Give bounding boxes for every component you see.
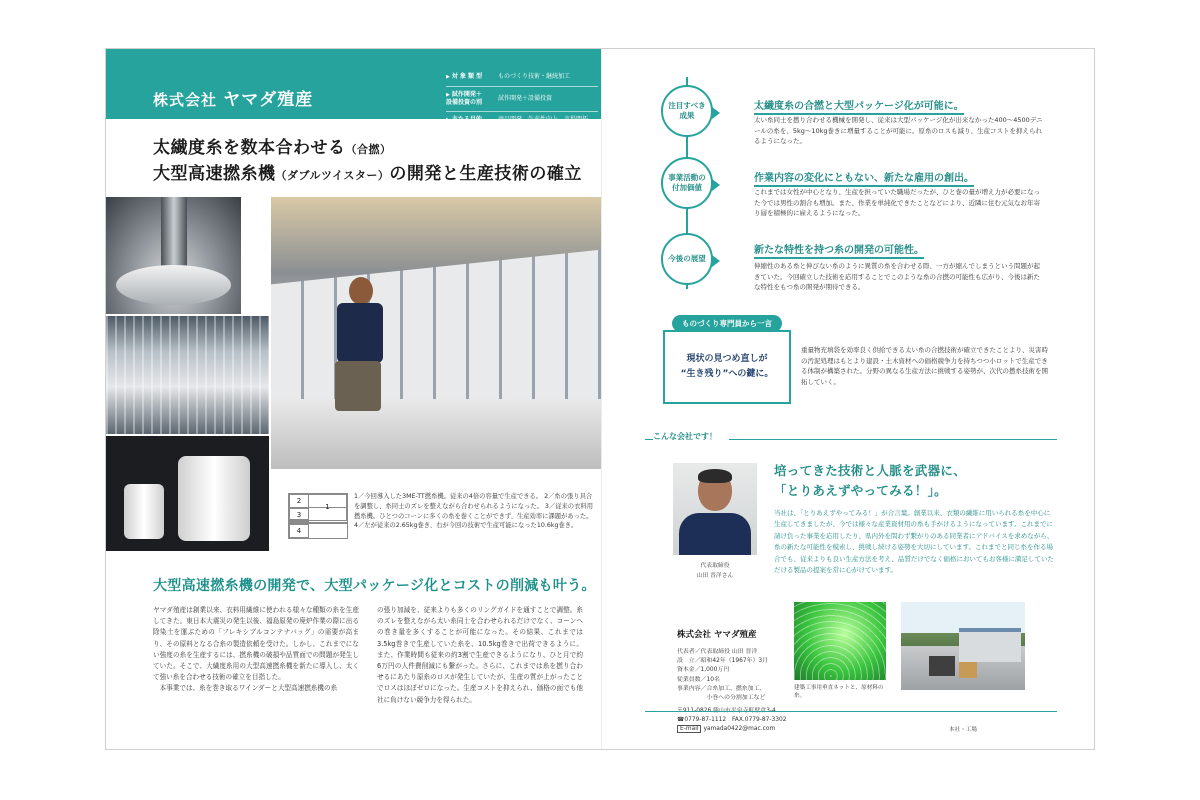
profile-email	[677, 725, 792, 734]
spindle-shaft	[161, 197, 187, 267]
point-text-outlook: 伸縮性のある糸と伸びない糸のように異質の糸を合わせる際、一方が縮んでしまうという問題が起きていた。今回確立した技術を応用することでこのような糸の合撚の可能性も広がり、今後は新たな特性をもつ糸の開発が期待できる。	[754, 262, 1040, 292]
green-net-caption: 建築工事用垂直ネットと、原材料の糸。	[794, 685, 884, 699]
motto-line-1: 培ってきた技術と人脈を武器に、	[774, 463, 967, 478]
headquarters-caption: 本社・工場	[949, 727, 977, 733]
profile-phone: ☎0779-87-1112 FAX.0779-87-3302	[677, 717, 787, 724]
article-title-line1: 太繊度糸を数本合わせる（合撚）	[153, 138, 392, 158]
forklift	[929, 656, 955, 676]
photo-number-grid: 2 1 3 4	[288, 493, 348, 539]
point-title-added-value: 作業内容の変化にともない、新たな雇用の創出。	[754, 169, 974, 187]
point-title-results: 太繊度糸の合撚と大型パッケージ化が可能に。	[754, 97, 964, 115]
email-label: E-mail	[677, 725, 701, 733]
meta-divider	[446, 111, 598, 112]
spindle-drum	[116, 265, 231, 305]
badge-outlook: 今後の展望	[661, 233, 713, 285]
profile-line: 小巻への分割加工など	[677, 694, 766, 701]
photo-caption: 1／今回導入した3ME-TT撚糸機。従来の4倍の容量で生産できる。 2／糸の張り具合を調整し、糸同士のズレを整えながら合わせられるようになった。 3／従来の衣料用撚糸機。ひとつのコーンに多くの糸を巻くことができず、生産効率に課題があった。 4／左が従来の2.65kg巻き、右が今回の技術で生産可能になった10.6kg巻き。	[354, 493, 593, 530]
motto-line-2: 「とりあえずやってみる！」。	[774, 483, 947, 498]
meta-divider	[446, 86, 598, 87]
project-meta	[446, 73, 598, 129]
profile-line: 代表者／代表取締役 山田 晋洋	[677, 649, 758, 656]
bottom-rule	[645, 711, 1057, 712]
right-page	[601, 49, 1096, 749]
company-title	[153, 85, 313, 110]
worker-figure	[331, 277, 386, 417]
green-net-photo	[794, 602, 886, 680]
body-column-2: の張り加減を、従来よりも多くのリングガイドを通すことで調整。糸のズレを整えながら太い糸同士を合わせられるだけでなく、コーンへの巻き量を多くすることが可能になった。その結果、これまでは3.5kg巻きで生産していた糸を、10.5kg巻きで出荷できるように。また、作業時間も従来の約3割で生産できるようになり、ひと月で約6万円の人件費削減にも繋がった。さらに、これまでは糸を撚り合わせるにあたり原糸のロスが発生していたが、生産の質が上がったことでロスはほぼゼロになった。生産コストを抑えられ、価格の面でも他社に負けない競争力を得られた。	[377, 606, 583, 704]
ceo-name: 山田 晋洋さん	[696, 573, 734, 579]
company-prefix: 株式会社	[153, 91, 218, 109]
factory-floor	[271, 399, 601, 469]
point-text-results: 太い糸同士を撚り合わせる機械を開発し、従来は大型パッケージ化が出来なかった400〜4500デニールの糸を、5kg〜10kg巻きに増量することが可能に。原糸のロスも減り、生産コストを抑えられるようになった。	[754, 116, 1043, 146]
machine-rows	[106, 316, 269, 434]
section-divider-right	[729, 439, 1057, 440]
magazine-spread	[105, 48, 1095, 750]
profile-line: 設 立／昭和42年（1967年）3月	[677, 658, 769, 665]
headquarters-photo	[901, 602, 1025, 690]
body-sub-heading: 大型高速撚糸機の開発で、大型パッケージ化とコストの削減も叶う。	[153, 578, 596, 594]
company-profile	[677, 629, 792, 734]
profile-line: 資本金／1,000万円	[677, 667, 730, 674]
company-intro-label: こんな会社です！	[653, 432, 717, 441]
profile-line: 従業員数／10名	[677, 676, 720, 683]
yarn-cones-photo	[106, 436, 269, 551]
email-link[interactable]: yamada0422@mac.com	[703, 726, 776, 733]
spindle-photo	[106, 197, 241, 314]
expert-tab-label: ものづくり専門員から一言	[672, 315, 782, 332]
meta-row-type: ▶ 対 象 類 型 ものづくり技術・継続加工	[446, 73, 598, 81]
badge-results: 注目すべき 成果	[661, 85, 713, 137]
header-band	[106, 49, 601, 124]
factory-building	[959, 628, 1021, 662]
expert-headline-2: “生き残り”への鍵に。	[680, 369, 774, 379]
article-title-line2: 大型高速撚糸機（ダブルツイスター）の開発と生産技術の確立	[153, 164, 582, 184]
point-text-added-value: これまでは女性が中心となり、生産を担っていた職場だったが、ひと巻の量が増え力が必要になった今では男性の割合も増加。また、作業を単純化できたことなどにより、近隣に住む元気なお年寄り層を積極的に雇えるようになった。	[754, 188, 1040, 218]
point-title-outlook: 新たな特性を持つ糸の開発の可能性。	[754, 241, 924, 259]
profile-line: 事業内容／合糸加工、撚糸加工、	[677, 685, 766, 692]
meta-row-category: ▶ 試作開発＋ 設備投資の別 試作開発＋設備投資	[446, 91, 598, 107]
badge-added-value: 事業活動の 付加価値	[661, 157, 713, 209]
factory-main-photo	[271, 197, 601, 469]
ceo-title: 代表取締役	[700, 563, 730, 569]
section-divider-left	[645, 439, 653, 440]
expert-comment-text: 重量物充填袋を効率良く供給できる太い糸の合撚技術が確立できたことより、災害時の汚泥処理はもとより建設・土木資材への価格競争力を持ちつつ小ロットで生産できる体制が構築された。分野の異なる生産方法に挑戦する姿勢が、次代の撚糸技術を開拓していく。	[801, 346, 1048, 387]
meta-row-purpose: ▶ 主たる目的 商品開発、生産性向上、市場開拓	[446, 116, 598, 124]
company-name: ヤマダ殖産	[223, 90, 314, 110]
twisting-machine-row-photo	[106, 316, 269, 434]
ceo-portrait	[673, 463, 757, 555]
large-yarn-cone	[178, 456, 250, 541]
motto-text: 当社は、「とりあえずやってみる！」が合言葉。創業以来、衣類の繊維に用いられる糸を中心に生産してきましたが、今では様々な産業資材用の糸も手がけるようになっています。これまでに請け負った事業を応用したり、県内外を問わず繋がりのある同業者にアドバイスを求めながら、糸の新たな可能性を模索し、挑戦し続ける姿勢を大切にしています。これまでと同じ糸を作る場合でも、従来よりも良い生産方法を考え、品質だけでなく価格においてもお客様に満足していただける製品の提案を常に心がけています。	[774, 509, 1054, 574]
small-yarn-cone	[124, 484, 164, 539]
body-column-1: ヤマダ殖産は創業以来、衣料用繊維に使われる様々な種類の糸を生産してきた。東日本大震災の発生以後、福島原発の廃炉作業の際に出る除染土を運ぶための「フレキシブルコンテナバッグ」の需要が高まり、その原料となる合糸の製造依頼を受けた。しかし、これまでにない強度の糸を生産するには、撚糸機の破損や品質面での問題が発生していた。そこで、大繊度糸用の大型高速撚糸機を新たに導入し、太くて強い糸を合わせる技術の確立を目指した。 本事業では、糸を巻き取るワインダーと大型高速撚糸機の糸	[153, 606, 359, 693]
expert-headline-1: 現状の見つめ直しが	[686, 353, 768, 364]
profile-company-name: 株式会社 ヤマダ殖産	[677, 630, 757, 640]
body-columns	[153, 605, 583, 706]
expert-comment-box	[663, 330, 791, 404]
cargo-box	[959, 662, 977, 678]
